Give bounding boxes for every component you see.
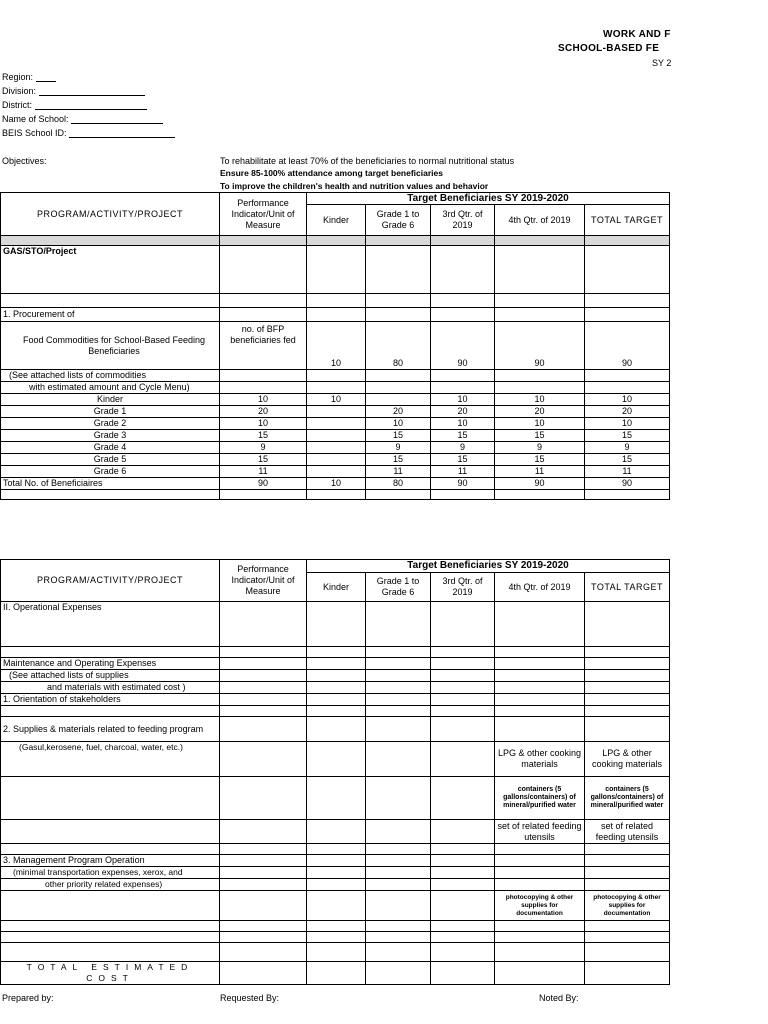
minimal-expenses-1: (minimal transportation expenses, xerox, and	[1, 867, 220, 879]
grade16-header: Grade 1 to Grade 6	[366, 205, 431, 236]
total-perf: 90	[220, 478, 307, 490]
minimal-expenses-2: other priority related expenses)	[1, 879, 220, 891]
food-g16: 80	[366, 322, 431, 370]
school-id-field: BEIS School ID:	[2, 128, 175, 138]
objective-2: Ensure 85-100% attendance among target beneficiaries	[220, 168, 443, 178]
grade-row-g16	[366, 394, 431, 406]
grade-row-q4: 20	[495, 406, 585, 418]
lpg-total: LPG & other cooking materials	[585, 742, 670, 777]
grade16-header-2: Grade 1 to Grade 6	[366, 573, 431, 602]
target-header: Target Beneficiaries SY 2019-2020	[307, 193, 670, 205]
grade-row-total: 10	[585, 394, 670, 406]
food-q3: 90	[431, 322, 495, 370]
total-header: TOTAL TARGET	[585, 205, 670, 236]
food-q4: 90	[495, 322, 585, 370]
grade-row-label: Kinder	[1, 394, 220, 406]
school-name-field: Name of School:	[2, 114, 163, 124]
grade-row-label: Grade 4	[1, 442, 220, 454]
objectives-label: Objectives:	[2, 156, 47, 166]
title-line-2: SCHOOL-BASED FE	[558, 43, 660, 54]
grade-row-total: 10	[585, 418, 670, 430]
table-row	[1, 466, 670, 478]
grade-row-total: 15	[585, 430, 670, 442]
gasul-label: (Gasul,kerosene, fuel, charcoal, water, etc.)	[1, 742, 220, 777]
grade-row-total: 11	[585, 466, 670, 478]
beneficiaries-table	[0, 192, 670, 500]
ppa-header: PROGRAM/ACTIVITY/PROJECT	[1, 193, 220, 236]
total-g16: 80	[366, 478, 431, 490]
grade-row-g16: 9	[366, 442, 431, 454]
region-field: Region:	[2, 72, 56, 82]
q4-header: 4th Qtr. of 2019	[495, 205, 585, 236]
photocopy-total: photocopying & other supplies for documentation	[585, 891, 670, 921]
grade-row-perf: 10	[220, 394, 307, 406]
table-row	[1, 454, 670, 466]
grade-row-q3: 20	[431, 406, 495, 418]
prepared-by-label: Prepared by:	[2, 993, 54, 1003]
grade-row-q4: 9	[495, 442, 585, 454]
food-kinder: 10	[307, 322, 366, 370]
grade-row-kinder	[307, 454, 366, 466]
grade-row-kinder	[307, 466, 366, 478]
grade-row-perf: 11	[220, 466, 307, 478]
title-line-1: WORK AND F	[603, 29, 671, 40]
grade-row-kinder	[307, 442, 366, 454]
objective-3: To improve the children's health and nutrition values and behavior	[220, 181, 489, 191]
mooe-label: Maintenance and Operating Expenses	[1, 658, 220, 670]
target-header-2: Target Beneficiaries SY 2019-2020	[307, 560, 670, 573]
see-menu: with estimated amount and Cycle Menu)	[1, 382, 220, 394]
gas-label: GAS/STO/Project	[1, 246, 220, 294]
grade-row-g16: 11	[366, 466, 431, 478]
grade-row-label: Grade 6	[1, 466, 220, 478]
grade-row-label: Grade 2	[1, 418, 220, 430]
grade-row-label: Grade 1	[1, 406, 220, 418]
see-commodities: (See attached lists of commodities	[1, 370, 220, 382]
grade-row-kinder	[307, 430, 366, 442]
utensils-total: set of related feeding utensils	[585, 820, 670, 844]
table-row	[1, 406, 670, 418]
table-row	[1, 430, 670, 442]
grade-row-kinder	[307, 406, 366, 418]
kinder-header-2: Kinder	[307, 573, 366, 602]
grade-row-label: Grade 3	[1, 430, 220, 442]
food-label: Food Commodities for School-Based Feeding Beneficiaries	[1, 322, 220, 370]
grade-row-perf: 15	[220, 430, 307, 442]
grade-row-perf: 20	[220, 406, 307, 418]
title-line-3: SY 2	[652, 58, 672, 68]
kinder-header: Kinder	[307, 205, 366, 236]
total-q3: 90	[431, 478, 495, 490]
table-row	[1, 394, 670, 406]
grade-row-perf: 10	[220, 418, 307, 430]
grade-row-q4: 10	[495, 418, 585, 430]
operational-table	[0, 559, 670, 985]
q3-header-2: 3rd Qtr. of 2019	[431, 573, 495, 602]
division-field: Division:	[2, 86, 145, 96]
grade-row-q4: 15	[495, 454, 585, 466]
grade-row-perf: 9	[220, 442, 307, 454]
requested-by-label: Requested By:	[220, 993, 280, 1003]
operational-label: II. Operational Expenses	[1, 602, 220, 647]
procurement-label: 1. Procurement of	[1, 308, 220, 322]
grade-row-perf: 15	[220, 454, 307, 466]
grade-row-kinder	[307, 418, 366, 430]
total-total: 90	[585, 478, 670, 490]
grade-row-q4: 10	[495, 394, 585, 406]
grade-row-q4: 11	[495, 466, 585, 478]
grade-row-total: 9	[585, 442, 670, 454]
grade-row-q3: 15	[431, 454, 495, 466]
total-estimated-cost-label: TOTAL ESTIMATED COST	[1, 962, 220, 985]
q3-header: 3rd Qtr. of 2019	[431, 205, 495, 236]
grade-row-g16: 20	[366, 406, 431, 418]
see-supplies: (See attached lists of supplies	[1, 670, 220, 682]
grade-row-g16: 15	[366, 430, 431, 442]
photocopy-q4: photocopying & other supplies for documentation	[495, 891, 585, 921]
grade-row-label: Grade 5	[1, 454, 220, 466]
table-row	[1, 418, 670, 430]
grade-row-kinder: 10	[307, 394, 366, 406]
table-row	[1, 442, 670, 454]
objective-1: To rehabilitate at least 70% of the beneficiaries to normal nutritional status	[220, 156, 515, 166]
perf-header: Performance Indicator/Unit of Measure	[220, 193, 307, 236]
total-kinder: 10	[307, 478, 366, 490]
food-total: 90	[585, 322, 670, 370]
total-beneficiaries-label: Total No. of Beneficiaires	[1, 478, 220, 490]
q4-header-2: 4th Qtr. of 2019	[495, 573, 585, 602]
containers-q4: containers (5 gallons/containers) of mineral/purified water	[495, 777, 585, 820]
total-q4: 90	[495, 478, 585, 490]
containers-total: containers (5 gallons/containers) of mineral/purified water	[585, 777, 670, 820]
district-field: District:	[2, 100, 147, 110]
total-header-2: TOTAL TARGET	[585, 573, 670, 602]
lpg-q4: LPG & other cooking materials	[495, 742, 585, 777]
utensils-q4: set of related feeding utensils	[495, 820, 585, 844]
grade-row-total: 20	[585, 406, 670, 418]
grade-row-q3: 11	[431, 466, 495, 478]
grade-row-q3: 10	[431, 418, 495, 430]
food-perf: no. of BFP beneficiaries fed	[220, 322, 307, 370]
management-label: 3. Management Program Operation	[1, 855, 220, 867]
noted-by-label: Noted By:	[539, 993, 579, 1003]
grade-row-q3: 10	[431, 394, 495, 406]
grade-row-q3: 9	[431, 442, 495, 454]
grade-row-q4: 15	[495, 430, 585, 442]
perf-header-2: Performance Indicator/Unit of Measure	[220, 560, 307, 602]
see-materials: and materials with estimated cost )	[1, 682, 220, 694]
grade-row-q3: 15	[431, 430, 495, 442]
grade-row-total: 15	[585, 454, 670, 466]
orientation-label: 1. Orientation of stakeholders	[1, 694, 220, 706]
grade-row-g16: 15	[366, 454, 431, 466]
ppa-header-2: PROGRAM/ACTIVITY/PROJECT	[1, 560, 220, 602]
supplies-label: 2. Supplies & materials related to feeding program	[1, 717, 220, 742]
grade-row-g16: 10	[366, 418, 431, 430]
